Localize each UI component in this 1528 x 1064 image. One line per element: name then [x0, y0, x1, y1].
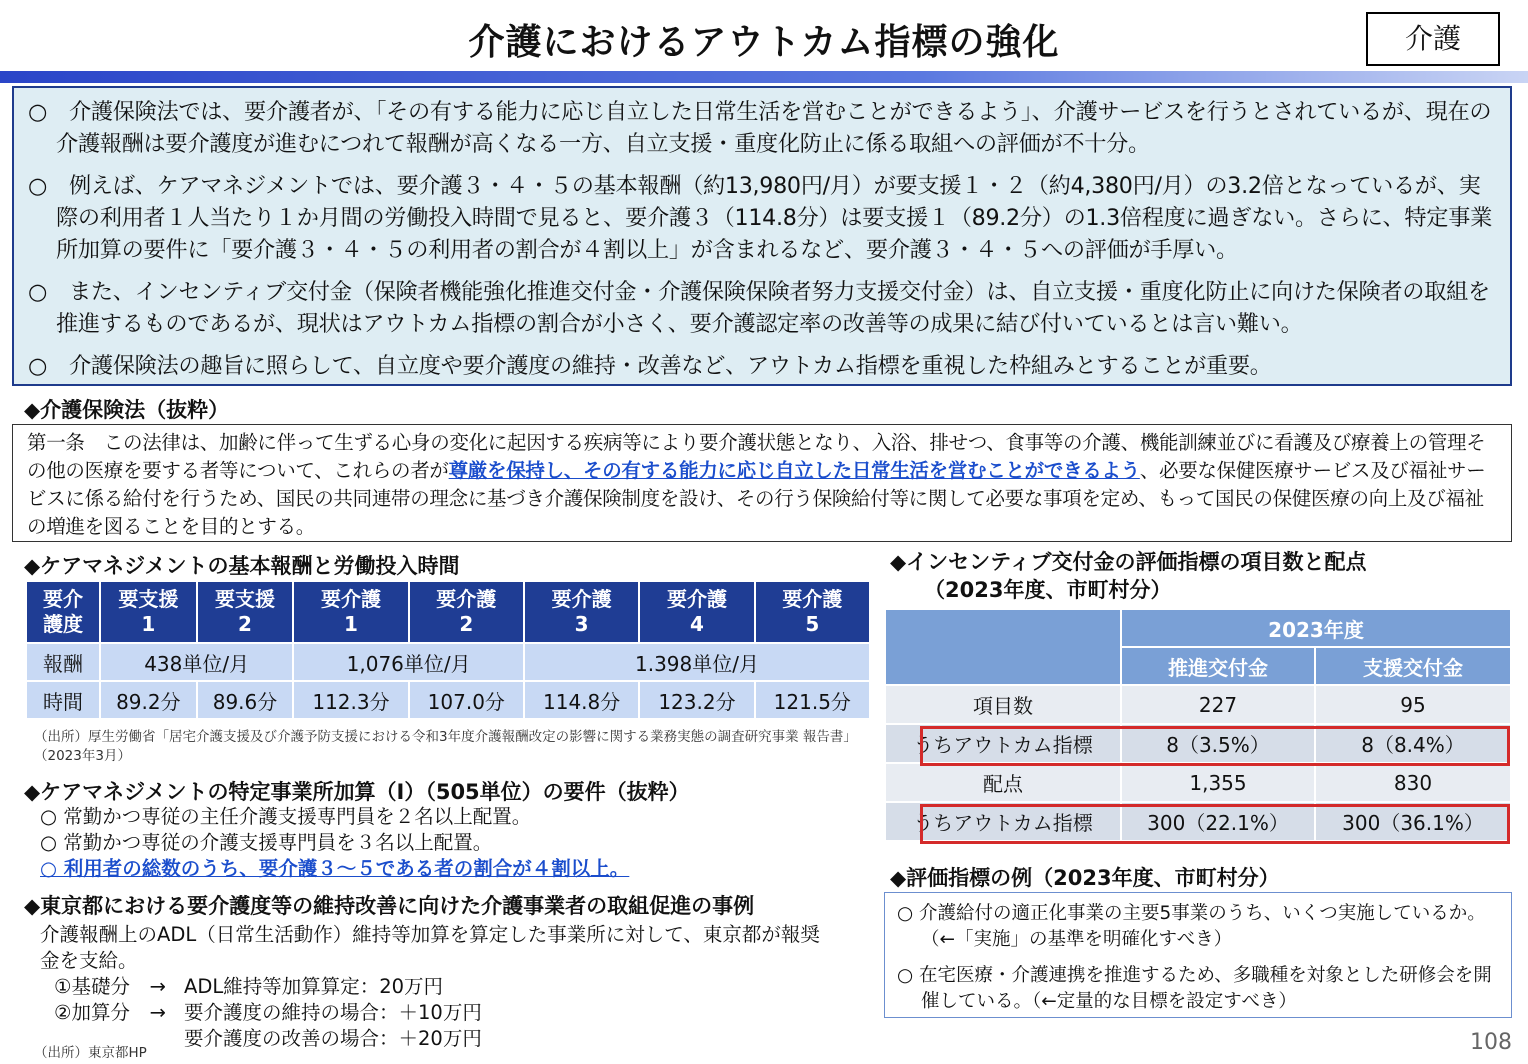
- table-header: 要介護 3: [525, 582, 638, 642]
- table-header: 要介護 4: [640, 582, 753, 642]
- table-header: 要介護 2: [410, 582, 523, 642]
- row-label: 報酬: [27, 644, 99, 680]
- law-text: 、必要な保健医療サービス及び福祉サービスに係る給付を行うため、国民の共同連帯の理念に基づき介護保険制度を設け、その行う保険給付等に関して必要な事項を定め、もって国民の保健医療の向上及び福祉の増進を図ることを目的とする。: [27, 459, 1486, 538]
- row-label: うちアウトカム指標: [886, 803, 1120, 840]
- table-header-blank: [886, 610, 1120, 684]
- table-cell: 114.8分: [525, 682, 638, 718]
- care-heading: ◆ケアマネジメントの基本報酬と労働投入時間: [24, 554, 460, 578]
- law-highlight: 尊厳を保持し、その有する能力に応じ自立した日常生活を営むことができるよう: [448, 459, 1140, 482]
- table-cell: 227: [1122, 686, 1314, 723]
- tokyo-item-value: 要介護度の改善の場合：＋20万円: [184, 1027, 482, 1050]
- law-excerpt-box: [12, 424, 1512, 542]
- care-source: （出所）厚生労働省「居宅介護支援及び介護予防支援における令和3年度介護報酬改定の影響に関する業務実態の調査研究事業 報告書」（2023年3月）: [34, 729, 857, 764]
- page-number: 108: [1470, 1030, 1512, 1055]
- incentive-subheading: （2023年度、市町村分）: [924, 578, 1172, 602]
- table-cell: 95: [1316, 686, 1510, 723]
- list-item: ○ 常勤かつ専従の主任介護支援専門員を２名以上配置。: [40, 805, 532, 828]
- table-header: 要介 護度: [27, 582, 99, 642]
- table-cell: 8（8.4%）: [1316, 725, 1510, 762]
- table-cell: 830: [1316, 764, 1510, 801]
- table-cell: 300（22.1%）: [1122, 803, 1314, 840]
- outcome-highlight-box: [920, 726, 1510, 766]
- special-heading: ◆ケアマネジメントの特定事業所加算（Ⅰ）（505単位）の要件（抜粋）: [24, 780, 690, 804]
- table-cell: 1,355: [1122, 764, 1314, 801]
- table-cell: 112.3分: [294, 682, 407, 718]
- summary-point: ○ また、インセンティブ交付金（保険者機能強化推進交付金・介護保険保険者努力支援交付金）は、自立支援・重度化防止に向けた保険者の取組を推進するものであるが、現状はアウトカム指標の割合が小さく、要介護認定率の改善等の成果に結び付いているとは言い難い。: [28, 279, 1490, 337]
- table-cell: 8（3.5%）: [1122, 725, 1314, 762]
- table-cell: 107.0分: [410, 682, 523, 718]
- tokyo-item-value: 要介護度の維持の場合：＋10万円: [184, 1001, 482, 1024]
- row-label: うちアウトカム指標: [886, 725, 1120, 762]
- law-text: 第一条 この法律は、加齢に伴って生ずる心身の変化に起因する疾病等により要介護状態となり、入浴、排せつ、食事等の介護、機能訓練並びに看護及び療養上の管理その他の医療を要する者等について、これらの者が: [27, 431, 1486, 482]
- table-cell: 1.398単位/月: [525, 644, 869, 680]
- special-requirements: [40, 804, 629, 882]
- table-cell: 123.2分: [640, 682, 753, 718]
- example-item: ○ 在宅医療・介護連携を推進するため、多職種を対象とした研修会を開催している。（←定量的な目標を設定すべき）: [897, 965, 1492, 1012]
- table-cell: 89.6分: [198, 682, 293, 718]
- tokyo-item-value: ADL維持等加算算定：20万円: [184, 975, 444, 998]
- table-cell: 89.2分: [101, 682, 196, 718]
- tokyo-text: 金を支給。: [40, 949, 138, 972]
- table-header: 要支援 1: [101, 582, 196, 642]
- outcome-highlight-box: [920, 804, 1510, 844]
- title-rule: [0, 71, 1528, 83]
- law-heading: ◆介護保険法（抜粋）: [24, 398, 230, 422]
- row-label: 項目数: [886, 686, 1120, 723]
- summary-point: ○ 介護保険法の趣旨に照らして、自立度や要介護度の維持・改善など、アウトカム指標を重視した枠組みとすることが重要。: [28, 353, 1272, 379]
- summary-point: ○ 例えば、ケアマネジメントでは、要介護３・４・５の基本報酬（約13,980円/月）が要支援１・２（約4,380円/月）の3.2倍となっているが、実際の利用者１人当たり１か月間の労働投入時間で見ると、要介護３（114.8分）は要支援１（89.2分）の1.3倍程度に過ぎない。さらに、特定事業所加算の要件に「要介護３・４・５の利用者の割合が４割以上」が含まれるなど、要介護３・４・５への評価が手厚い。: [28, 173, 1492, 263]
- category-tag: 介護: [1366, 12, 1500, 66]
- tokyo-source: （出所）東京都HP: [34, 1045, 147, 1061]
- table-header: 要支援 2: [198, 582, 293, 642]
- examples-heading: ◆評価指標の例（2023年度、市町村分）: [890, 866, 1280, 890]
- table-cell: 300（36.1%）: [1316, 803, 1510, 840]
- tokyo-description: [40, 922, 820, 1052]
- list-item: ○ 常勤かつ専従の介護支援専門員を３名以上配置。: [40, 831, 493, 854]
- table-header: 推進交付金: [1122, 648, 1314, 684]
- table-header: 要介護 1: [294, 582, 407, 642]
- table-header: 要介護 5: [756, 582, 869, 642]
- table-header: 支援交付金: [1316, 648, 1510, 684]
- summary-point: ○ 介護保険法では、要介護者が、「その有する能力に応じ自立した日常生活を営むことができるよう」、介護サービスを行うとされているが、現在の介護報酬は要介護度が進むにつれて報酬が高くなる一方、自立支援・重度化防止に係る取組への評価が不十分。: [28, 99, 1492, 157]
- table-cell: 121.5分: [756, 682, 869, 718]
- example-item: ○ 介護給付の適正化事業の主要5事業のうち、いくつ実施しているか。（←「実施」の基準を明確化すべき）: [897, 903, 1486, 950]
- incentive-heading: ◆インセンティブ交付金の評価指標の項目数と配点: [890, 550, 1367, 574]
- tokyo-text: 介護報酬上のADL（日常生活動作）維持等加算を算定した事業所に対して、東京都が報奨: [40, 923, 820, 946]
- tokyo-heading: ◆東京都における要介護度等の維持改善に向けた介護事業者の取組促進の事例: [24, 894, 755, 918]
- list-item-highlight: ○ 利用者の総数のうち、要介護３～５である者の割合が４割以上。: [40, 857, 630, 880]
- page-title: 介護におけるアウトカム指標の強化: [468, 22, 1060, 63]
- care-fee-table: [25, 580, 871, 720]
- tokyo-item-label: ②加算分 →: [54, 1001, 166, 1024]
- row-label: 配点: [886, 764, 1120, 801]
- summary-box: [12, 86, 1512, 386]
- table-header: 2023年度: [1122, 610, 1510, 646]
- table-cell: 438単位/月: [101, 644, 292, 680]
- table-cell: 1,076単位/月: [294, 644, 523, 680]
- row-label: 時間: [27, 682, 99, 718]
- tokyo-item-label: ①基礎分 →: [54, 975, 166, 998]
- examples-box: [884, 892, 1512, 1018]
